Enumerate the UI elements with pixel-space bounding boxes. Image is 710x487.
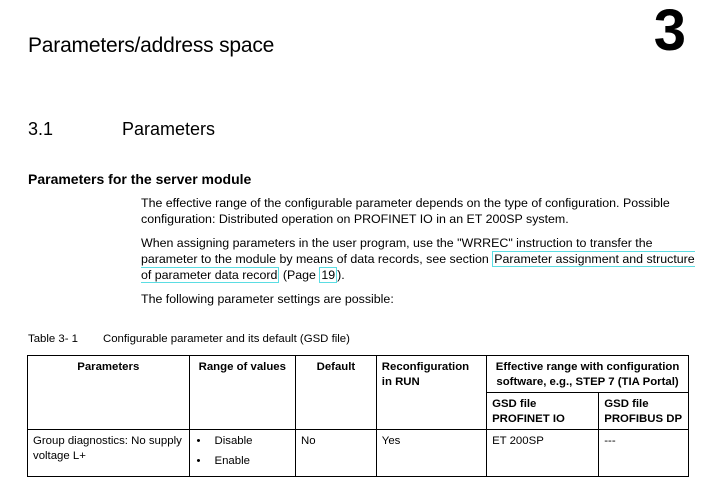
parameter-assignment-link[interactable]: Parameter assignment and structure of parameter data record bbox=[141, 252, 695, 282]
section-number: 3.1 bbox=[28, 119, 54, 139]
paragraph-wrrec-text: When assigning parameters in the user program, use the "WRREC" instruction to transfer the parameter to the module by means of data records, see section bbox=[141, 236, 653, 266]
cell-gsd-profibus: --- bbox=[599, 430, 689, 477]
header-gsd-profinet: GSD file PROFINET IO bbox=[487, 393, 599, 430]
range-option: Disable bbox=[214, 435, 253, 447]
range-list bbox=[195, 434, 291, 469]
header-range: Range of values bbox=[189, 356, 296, 430]
cell-reconfiguration: Yes bbox=[376, 430, 486, 477]
cell-range bbox=[189, 430, 296, 477]
page-19-link[interactable]: 19 bbox=[321, 268, 336, 282]
section-title: Parameters bbox=[122, 119, 216, 139]
table-caption-number: Table 3- 1 bbox=[28, 333, 79, 345]
cell-parameter: Group diagnostics: No supply voltage L+ bbox=[28, 430, 190, 477]
paragraph-wrrec-end: ). bbox=[337, 268, 345, 282]
chapter-title: Parameters/address space bbox=[28, 34, 275, 57]
header-gsd-profibus: GSD file PROFIBUS DP bbox=[599, 393, 689, 430]
table-header-row bbox=[28, 356, 689, 393]
range-option: Enable bbox=[214, 455, 250, 467]
cell-default: No bbox=[296, 430, 377, 477]
chapter-number: 3 bbox=[653, 0, 686, 63]
table-caption bbox=[28, 333, 350, 345]
paragraph-settings-intro: The following parameter settings are possible: bbox=[141, 292, 394, 306]
header-parameters: Parameters bbox=[28, 356, 190, 430]
page-ref-text: (Page bbox=[279, 268, 320, 282]
bullet-icon: • bbox=[196, 455, 201, 467]
paragraph-configuration: The effective range of the configurable parameter depends on the type of configuration. Possible configuration: Distributed operation on PROFINET IO in an ET 200SP system. bbox=[141, 196, 670, 226]
header-effective-range: Effective range with configuration software, e.g., STEP 7 (TIA Portal) bbox=[487, 356, 689, 393]
subsection-title: Parameters for the server module bbox=[28, 171, 252, 187]
header-default: Default bbox=[296, 356, 377, 430]
cell-gsd-profinet: ET 200SP bbox=[487, 430, 599, 477]
parameters-table bbox=[27, 355, 689, 477]
bullet-icon: • bbox=[196, 435, 201, 447]
table-caption-text: Configurable parameter and its default (GSD file) bbox=[103, 333, 350, 345]
paragraph-wrrec bbox=[141, 235, 701, 283]
header-reconfiguration: Reconfiguration in RUN bbox=[376, 356, 486, 430]
list-item bbox=[195, 434, 291, 449]
table-row bbox=[28, 430, 689, 477]
list-item bbox=[195, 454, 291, 469]
